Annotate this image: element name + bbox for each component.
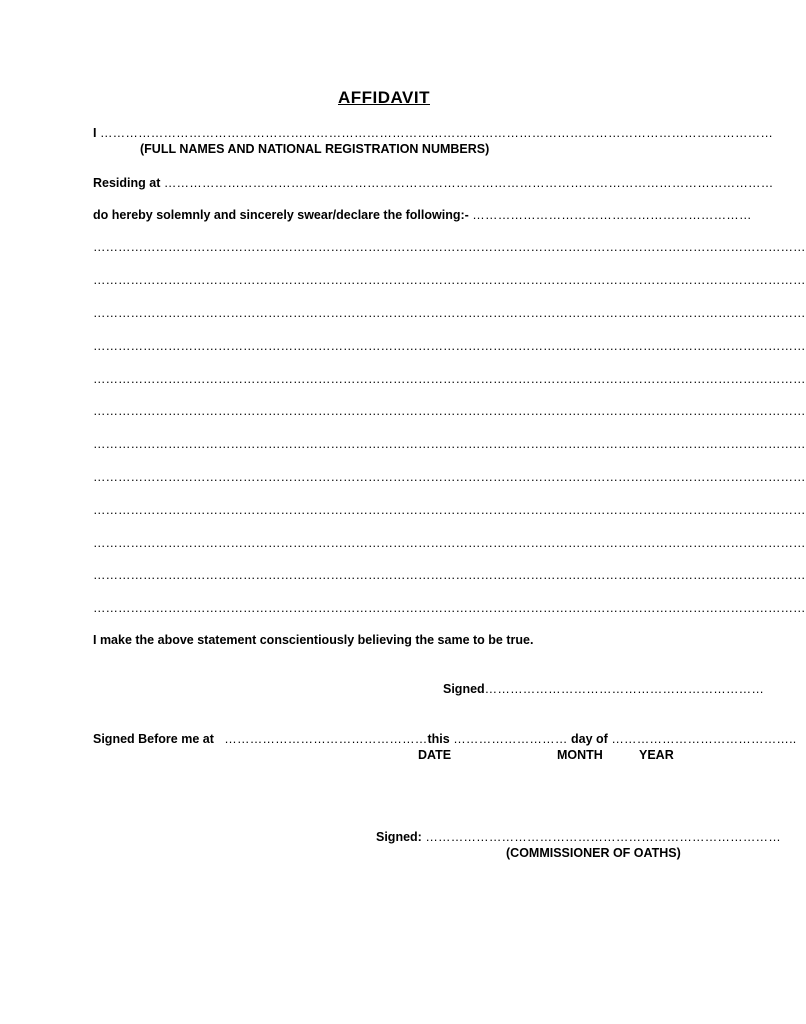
- residing-label: Residing at: [93, 176, 161, 190]
- name-prefix: I: [93, 126, 97, 140]
- this-label: this: [427, 732, 450, 746]
- statement-line[interactable]: ………………………………………………………………………………………………………………………………………………………: [93, 306, 806, 320]
- signed-before-label: Signed Before me at: [93, 732, 214, 746]
- name-blank[interactable]: ……………………………………………………………………………………………………………………………………………: [99, 126, 774, 140]
- declare-blank[interactable]: …………………………………………………………: [472, 208, 752, 222]
- statement-line[interactable]: ………………………………………………………………………………………………………………………………………………………: [93, 404, 806, 418]
- declare-line: [93, 207, 752, 223]
- month-year-blank[interactable]: ……………………………………..: [611, 732, 797, 746]
- commissioner-signature-line: [376, 829, 781, 845]
- name-line: [93, 125, 773, 141]
- statement-line[interactable]: ………………………………………………………………………………………………………………………………………………………: [93, 339, 806, 353]
- commissioner-signed-label: Signed:: [376, 830, 422, 844]
- date-blank[interactable]: ………………………: [453, 732, 568, 746]
- signed-before-line: [93, 731, 796, 747]
- statement-line[interactable]: ………………………………………………………………………………………………………………………………………………………: [93, 437, 806, 451]
- statement-line[interactable]: ………………………………………………………………………………………………………………………………………………………: [93, 536, 806, 550]
- statement-line[interactable]: ………………………………………………………………………………………………………………………………………………………: [93, 568, 806, 582]
- statement-line[interactable]: ………………………………………………………………………………………………………………………………………………………: [93, 503, 806, 517]
- statement-line[interactable]: ………………………………………………………………………………………………………………………………………………………: [93, 601, 806, 615]
- declare-label: do hereby solemnly and sincerely swear/declare the following:-: [93, 208, 469, 222]
- statement-line[interactable]: ………………………………………………………………………………………………………………………………………………………: [93, 240, 806, 254]
- deponent-signature-line: [443, 681, 764, 697]
- year-caption: YEAR: [639, 748, 674, 762]
- belief-statement: I make the above statement conscientiously believing the same to be true.: [93, 633, 534, 647]
- place-blank[interactable]: …………………………………………: [224, 732, 428, 746]
- month-caption: MONTH: [557, 748, 603, 762]
- page-title: AFFIDAVIT: [337, 88, 430, 107]
- residing-line: [93, 175, 773, 191]
- commissioner-caption: (COMMISSIONER OF OATHS): [506, 846, 681, 860]
- name-caption: (FULL NAMES AND NATIONAL REGISTRATION NUMBERS): [140, 142, 490, 156]
- statement-line[interactable]: ………………………………………………………………………………………………………………………………………………………: [93, 273, 806, 287]
- statement-line[interactable]: ………………………………………………………………………………………………………………………………………………………: [93, 470, 806, 484]
- signed-blank[interactable]: …………………………………………………………: [484, 682, 765, 696]
- day-of-label: day of: [571, 732, 608, 746]
- residing-blank[interactable]: ………………………………………………………………………………………………………………………………: [163, 176, 774, 190]
- date-caption: DATE: [418, 748, 452, 762]
- statement-line[interactable]: ………………………………………………………………………………………………………………………………………………………: [93, 372, 806, 386]
- signed-label: Signed: [443, 682, 485, 696]
- commissioner-blank[interactable]: …………………………………………………………………………: [425, 830, 781, 844]
